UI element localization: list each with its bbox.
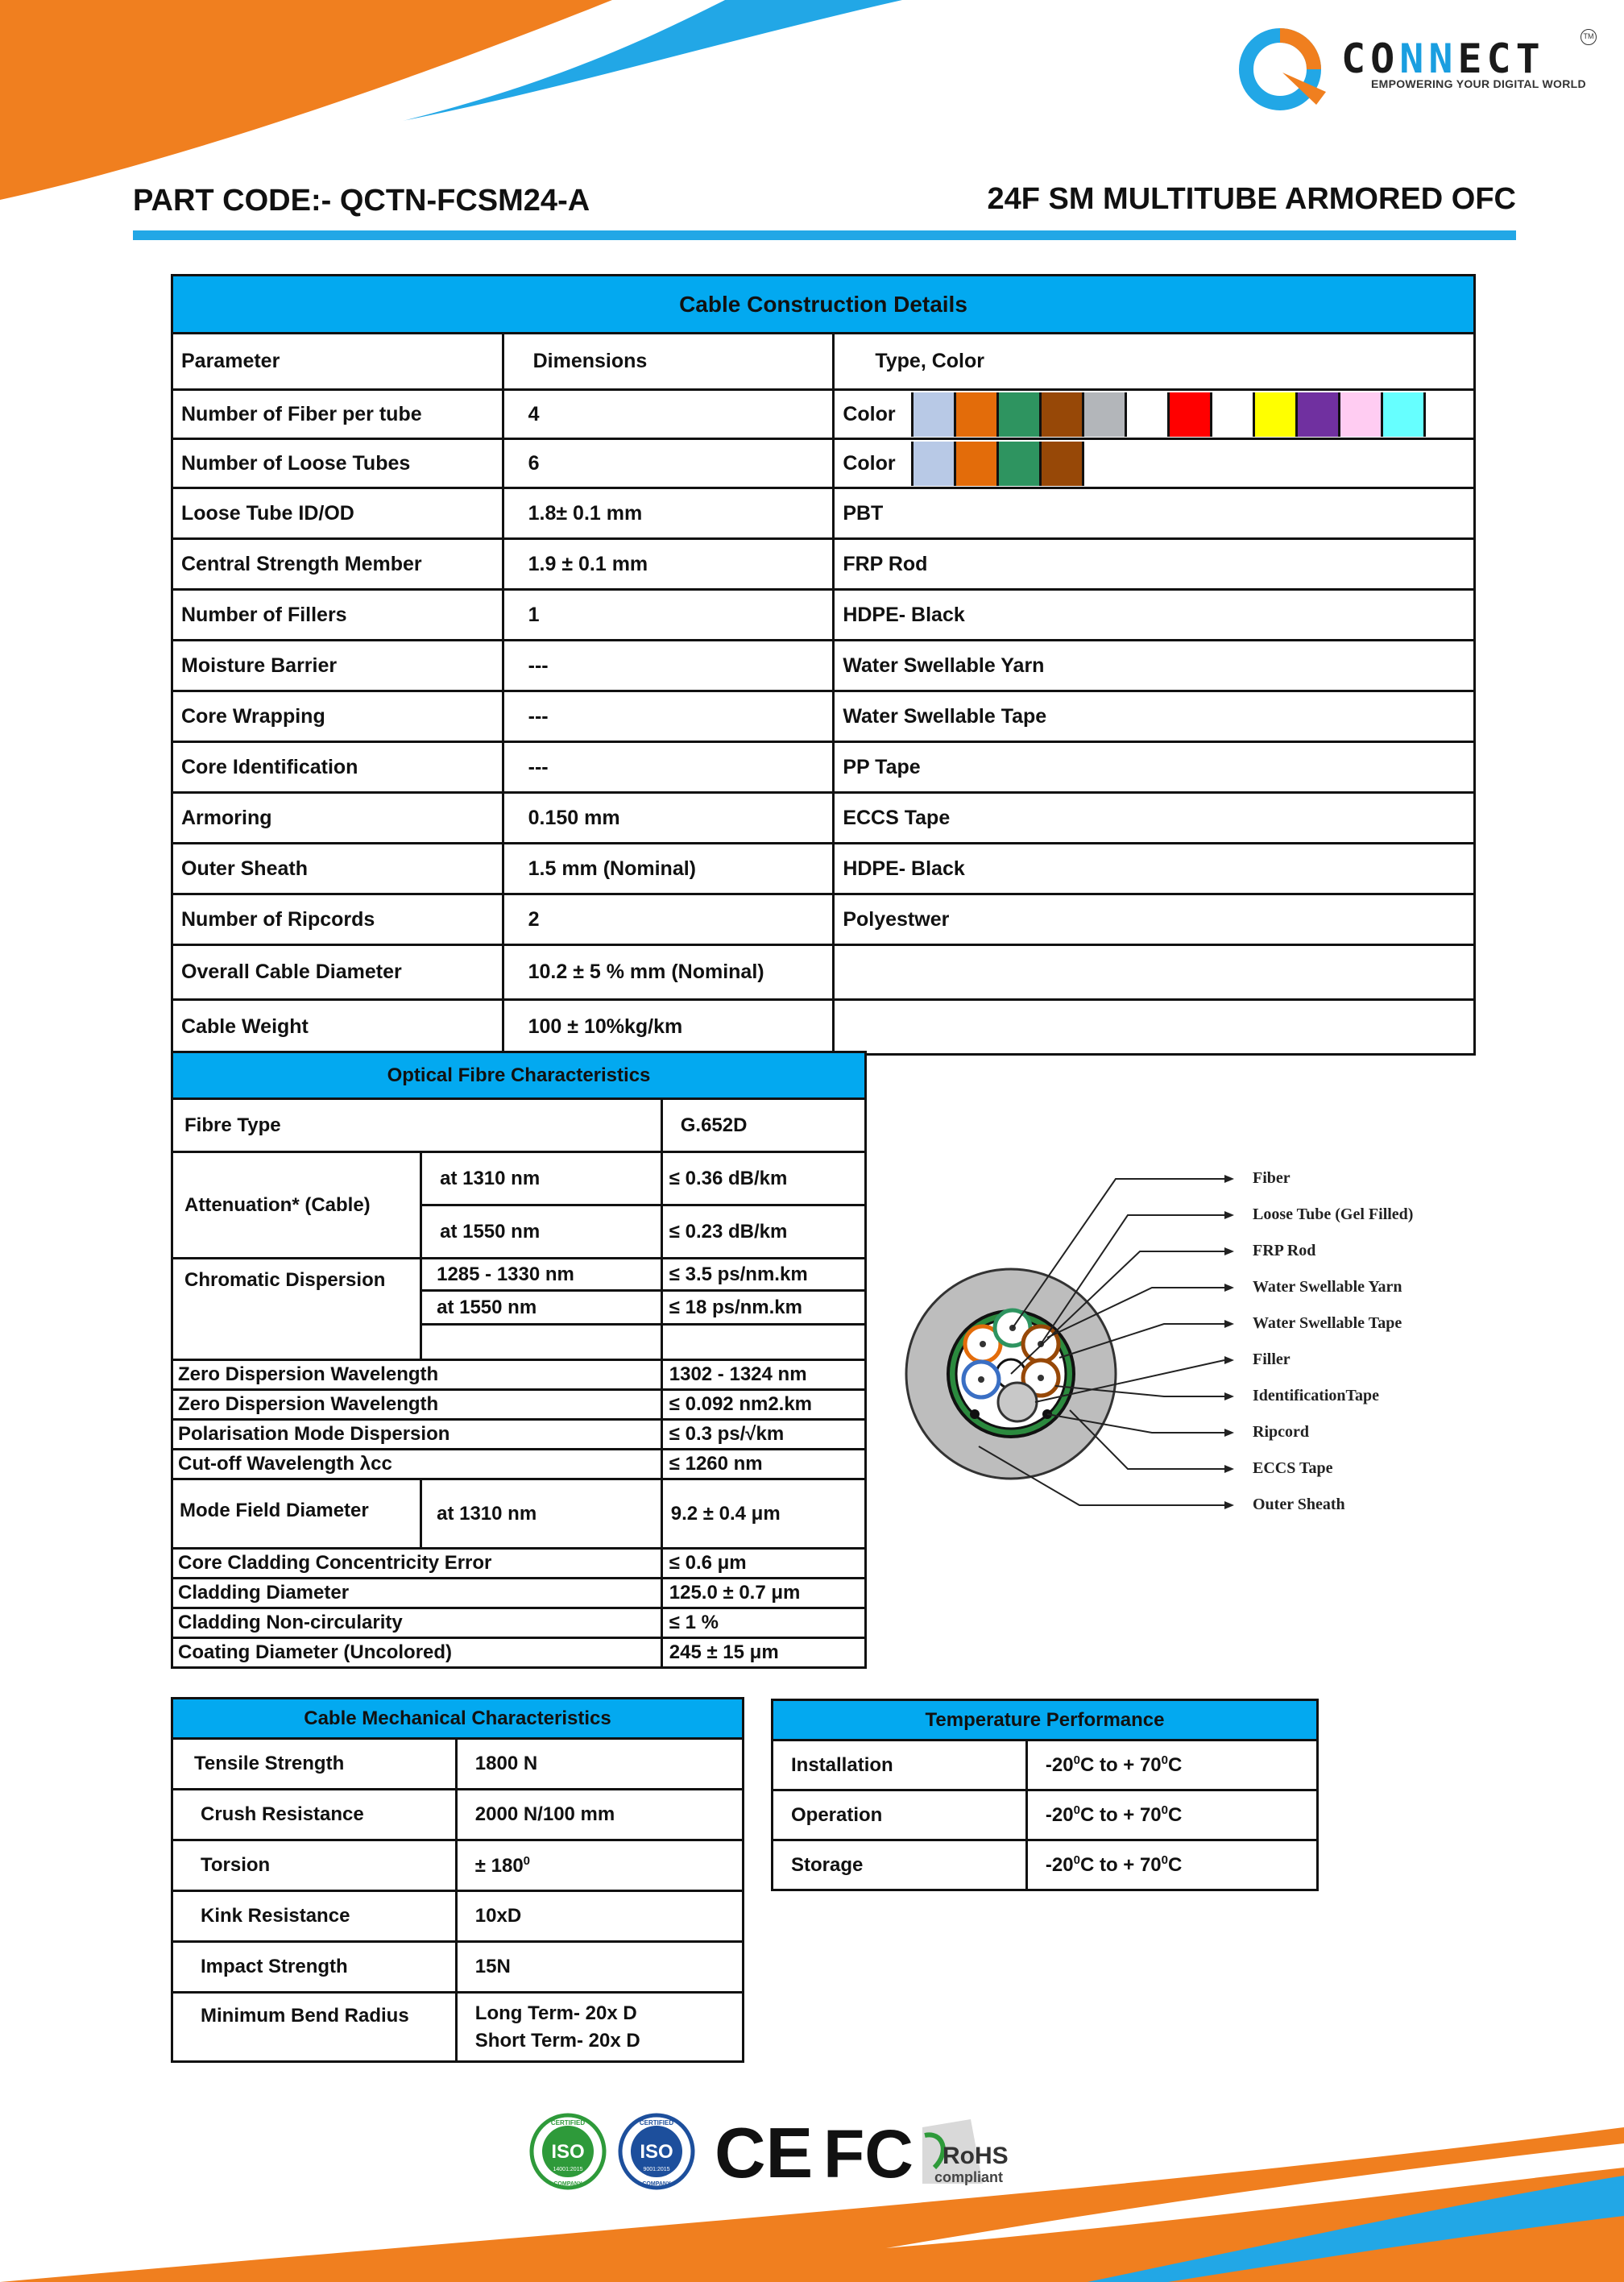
dimension-cell: --- (503, 691, 834, 742)
attenuation-label: Attenuation* (Cable) (172, 1152, 421, 1259)
table-row (172, 742, 1475, 793)
header-type-color: Type, Color (834, 334, 1475, 390)
fiber-color-swatches (835, 392, 1473, 437)
mech-value (456, 1891, 743, 1942)
table-row (172, 1259, 866, 1291)
temperature-rows (773, 1741, 1318, 1890)
temp-value (1026, 1741, 1317, 1790)
dimension-cell: 1 (503, 590, 834, 641)
mfd-label: Mode Field Diameter (172, 1479, 421, 1549)
mech-label: Torsion (172, 1840, 457, 1891)
optical-value: 245 ± 15 μm (661, 1638, 865, 1668)
temp-label: Installation (773, 1741, 1027, 1790)
color-swatch (1340, 392, 1383, 437)
type-cell: PP Tape (834, 742, 1475, 793)
type-cell: HDPE- Black (834, 844, 1475, 894)
color-swatch (1042, 442, 1084, 486)
dimension-cell: 0.150 mm (503, 793, 834, 844)
mech-value-text: 10xD (474, 1905, 522, 1927)
dispersion-label: Chromatic Dispersion (172, 1259, 421, 1360)
bend-value (456, 1993, 743, 2062)
optical-value: 125.0 ± 0.7 μm (661, 1579, 865, 1608)
dimension-cell: 100 ± 10%kg/km (503, 1000, 834, 1055)
mech-label: Crush Resistance (172, 1790, 457, 1840)
attenuation-cond: at 1550 nm (421, 1205, 662, 1259)
mech-value-text: 2000 N/100 mm (474, 1803, 615, 1825)
tube-color-swatches (835, 442, 1473, 486)
color-swatch (1042, 392, 1084, 437)
header-decoration (0, 0, 1624, 210)
diagram-label: Filler (1253, 1351, 1290, 1368)
fcc-mark-icon: FC (823, 2116, 914, 2192)
mech-label: Tensile Strength (172, 1739, 457, 1790)
table-header-row (172, 334, 1475, 390)
brand-tagline: EMPOWERING YOUR DIGITAL WORLD (1371, 77, 1586, 90)
color-swatch (1383, 392, 1426, 437)
color-swatch (1298, 392, 1340, 437)
part-code: PART CODE:- QCTN-FCSM24-A (133, 184, 590, 218)
dispersion-cond: 1285 - 1330 nm (421, 1259, 662, 1291)
table-title: Cable Construction Details (172, 276, 1475, 334)
temp-label: Storage (773, 1840, 1027, 1890)
svg-text:COMPANY: COMPANY (642, 2181, 671, 2187)
type-cell: ECCS Tape (834, 793, 1475, 844)
dimension-cell: --- (503, 742, 834, 793)
dispersion-value: ≤ 18 ps/nm.km (661, 1291, 865, 1325)
table-row (172, 1390, 866, 1420)
degree-symbol: 0 (523, 1853, 531, 1868)
temp-label: Operation (773, 1790, 1027, 1840)
param-cell: Number of Fillers (172, 590, 503, 641)
diagram-label: FRP Rod (1253, 1242, 1316, 1259)
empty-cell (421, 1325, 662, 1360)
svg-text:14001:2015: 14001:2015 (553, 2167, 583, 2172)
optical-label: Zero Dispersion Wavelength (172, 1390, 662, 1420)
param-cell: Central Strength Member (172, 539, 503, 590)
table-row (172, 1608, 866, 1638)
table-row (172, 1942, 744, 1993)
mech-value (456, 1739, 743, 1790)
mech-value (456, 1840, 743, 1891)
optical-label: Cladding Diameter (172, 1579, 662, 1608)
iso-9001-icon (620, 2115, 693, 2188)
type-cell: HDPE- Black (834, 590, 1475, 641)
table-row (172, 1840, 744, 1891)
degree-symbol: 0 (1073, 1753, 1080, 1767)
color-label: Color (835, 442, 914, 486)
type-cell: FRP Rod (834, 539, 1475, 590)
diagram-label: Ripcord (1253, 1423, 1309, 1441)
construction-rows (172, 488, 1475, 1055)
mechanical-characteristics-table (171, 1697, 744, 2063)
table-row (172, 1638, 866, 1668)
optical-label: Cut-off Wavelength λcc (172, 1450, 662, 1479)
color-swatch (956, 442, 999, 486)
param-cell: Number of Fiber per tube (172, 390, 503, 439)
table-row (172, 390, 1475, 439)
title-rule (133, 230, 1516, 240)
param-cell: Moisture Barrier (172, 641, 503, 691)
temperature-performance-table (771, 1699, 1319, 1891)
diagram-label: Outer Sheath (1253, 1496, 1345, 1513)
diagram-label: Fiber (1253, 1169, 1290, 1187)
color-swatch (1084, 392, 1127, 437)
param-cell: Outer Sheath (172, 844, 503, 894)
temp-to: C to + 70 (1079, 1804, 1162, 1826)
color-swatch (956, 392, 999, 437)
degree-symbol: 0 (1161, 1753, 1168, 1767)
iso-14001-icon (532, 2115, 604, 2188)
param-cell: Number of Loose Tubes (172, 439, 503, 488)
table-title: Temperature Performance (773, 1700, 1318, 1741)
attenuation-value: ≤ 0.36 dB/km (661, 1152, 865, 1205)
optical-label: Polarisation Mode Dispersion (172, 1420, 662, 1450)
param-cell: Number of Ripcords (172, 894, 503, 945)
degree-symbol: 0 (1161, 1803, 1168, 1817)
param-cell: Loose Tube ID/OD (172, 488, 503, 539)
optical-value: ≤ 0.6 μm (661, 1549, 865, 1579)
cable-cross-section-diagram (886, 1144, 1547, 1563)
table-row (773, 1790, 1318, 1840)
table-row (172, 945, 1475, 1000)
table-row (172, 691, 1475, 742)
svg-text:CERTIFIED: CERTIFIED (550, 2119, 586, 2126)
mech-value (456, 1942, 743, 1993)
dimension-cell: 2 (503, 894, 834, 945)
mech-value (456, 1790, 743, 1840)
param-cell: Core Identification (172, 742, 503, 793)
fiber-color-cell (834, 390, 1475, 439)
table-row (172, 1993, 744, 2062)
optical-label: Cladding Non-circularity (172, 1608, 662, 1638)
dimension-cell: --- (503, 641, 834, 691)
dispersion-value: ≤ 3.5 ps/nm.km (661, 1259, 865, 1291)
table-row (172, 539, 1475, 590)
param-cell: Overall Cable Diameter (172, 945, 503, 1000)
dimension-cell: 6 (503, 439, 834, 488)
bend-long: Long Term- 20x D (474, 2002, 637, 2024)
table-title: Cable Mechanical Characteristics (172, 1699, 744, 1739)
empty-cell (661, 1325, 865, 1360)
dimension-cell: 1.8± 0.1 mm (503, 488, 834, 539)
mechanical-rows (172, 1739, 744, 1993)
optical-label: Zero Dispersion Wavelength (172, 1360, 662, 1390)
diagram-label: IdentificationTape (1253, 1387, 1380, 1404)
temp-unit: C (1168, 1854, 1183, 1876)
brand-name: CONNECT (1341, 35, 1545, 82)
color-swatch (1170, 392, 1212, 437)
mech-label: Impact Strength (172, 1942, 457, 1993)
table-row (773, 1741, 1318, 1790)
type-cell (834, 945, 1475, 1000)
mfd-cond: at 1310 nm (421, 1479, 662, 1549)
optical-value: ≤ 0.3 ps/√km (661, 1420, 865, 1450)
table-row (172, 641, 1475, 691)
type-cell: Water Swellable Yarn (834, 641, 1475, 691)
table-row (172, 590, 1475, 641)
tube-color-cell (834, 439, 1475, 488)
optical-value: ≤ 1260 nm (661, 1450, 865, 1479)
table-row (172, 488, 1475, 539)
temp-to: C to + 70 (1079, 1854, 1162, 1876)
optical-label: Core Cladding Concentricity Error (172, 1549, 662, 1579)
dimension-cell: 1.5 mm (Nominal) (503, 844, 834, 894)
ce-mark-icon: CE (715, 2113, 814, 2192)
type-cell (834, 1000, 1475, 1055)
table-row (172, 1450, 866, 1479)
q-logo-icon (1236, 24, 1340, 114)
certification-logos (524, 2111, 1031, 2192)
color-swatch (1127, 392, 1170, 437)
color-swatch (1212, 392, 1255, 437)
param-cell: Armoring (172, 793, 503, 844)
table-row (172, 793, 1475, 844)
header-dimensions: Dimensions (503, 334, 834, 390)
type-cell: PBT (834, 488, 1475, 539)
optical-value: ≤ 0.092 nm2.km (661, 1390, 865, 1420)
svg-text:RoHS: RoHS (942, 2143, 1009, 2169)
degree-symbol: 0 (1073, 1853, 1080, 1867)
svg-text:CERTIFIED: CERTIFIED (639, 2119, 674, 2126)
svg-text:compliant: compliant (934, 2169, 1004, 2185)
temp-from: -20 (1045, 1804, 1074, 1826)
temp-value (1026, 1840, 1317, 1890)
fibre-type-value: G.652D (661, 1099, 865, 1152)
header-parameter: Parameter (172, 334, 503, 390)
bend-label: Minimum Bend Radius (172, 1993, 457, 2062)
svg-text:COMPANY: COMPANY (553, 2181, 582, 2187)
color-swatch (1255, 392, 1298, 437)
dimension-cell: 4 (503, 390, 834, 439)
degree-symbol: 0 (1161, 1853, 1168, 1867)
color-swatch (999, 442, 1042, 486)
table-row (172, 1479, 866, 1549)
table-row (172, 1420, 866, 1450)
table-row (172, 1360, 866, 1390)
temp-from: -20 (1045, 1854, 1074, 1876)
diagram-label: Loose Tube (Gel Filled) (1253, 1205, 1414, 1223)
table-row (172, 1579, 866, 1608)
temp-from: -20 (1045, 1754, 1074, 1776)
degree-symbol: 0 (1073, 1803, 1080, 1817)
temp-unit: C (1168, 1804, 1183, 1826)
color-swatch (914, 442, 956, 486)
svg-text:ISO: ISO (640, 2141, 673, 2163)
mech-value-text: 1800 N (474, 1753, 538, 1774)
bend-short: Short Term- 20x D (474, 2029, 640, 2052)
attenuation-value: ≤ 0.23 dB/km (661, 1205, 865, 1259)
table-row (172, 439, 1475, 488)
diagram-label: ECCS Tape (1253, 1459, 1333, 1477)
mech-value-text: ± 180 (474, 1854, 524, 1877)
mech-label: Kink Resistance (172, 1891, 457, 1942)
temp-value (1026, 1790, 1317, 1840)
dispersion-cond: at 1550 nm (421, 1291, 662, 1325)
attenuation-cond: at 1310 nm (421, 1152, 662, 1205)
table-row (172, 844, 1475, 894)
table-row (172, 1790, 744, 1840)
table-row (172, 1549, 866, 1579)
optical-value: ≤ 1 % (661, 1608, 865, 1638)
color-label: Color (835, 392, 914, 437)
fibre-type-label: Fibre Type (172, 1099, 662, 1152)
table-row (172, 1152, 866, 1205)
trademark-symbol: TM (1580, 29, 1597, 45)
table-row (773, 1840, 1318, 1890)
dimension-cell: 10.2 ± 5 % mm (Nominal) (503, 945, 834, 1000)
mech-value-text: 15N (474, 1956, 511, 1977)
cable-construction-table (171, 274, 1476, 1056)
param-cell: Core Wrapping (172, 691, 503, 742)
param-cell: Cable Weight (172, 1000, 503, 1055)
table-row (172, 1099, 866, 1152)
type-cell: Polyestwer (834, 894, 1475, 945)
optical-value: 1302 - 1324 nm (661, 1360, 865, 1390)
color-swatch (914, 392, 956, 437)
mfd-value: 9.2 ± 0.4 μm (661, 1479, 865, 1549)
table-row (172, 1000, 1475, 1055)
product-title: 24F SM MULTITUBE ARMORED OFC (987, 182, 1516, 216)
table-title: Optical Fibre Characteristics (172, 1052, 866, 1099)
rohs-compliant-icon (922, 2119, 1009, 2185)
diagram-label: Water Swellable Tape (1253, 1314, 1402, 1332)
temp-to: C to + 70 (1079, 1754, 1162, 1776)
table-row (172, 1739, 744, 1790)
svg-text:9001:2015: 9001:2015 (643, 2167, 670, 2172)
svg-text:ISO: ISO (551, 2141, 585, 2163)
diagram-label: Water Swellable Yarn (1253, 1278, 1402, 1296)
optical-rows-a (172, 1360, 866, 1479)
table-row (172, 1891, 744, 1942)
color-swatch (999, 392, 1042, 437)
type-cell: Water Swellable Tape (834, 691, 1475, 742)
optical-label: Coating Diameter (Uncolored) (172, 1638, 662, 1668)
dimension-cell: 1.9 ± 0.1 mm (503, 539, 834, 590)
table-row (172, 894, 1475, 945)
temp-unit: C (1168, 1754, 1183, 1776)
optical-fibre-table (171, 1051, 867, 1669)
optical-rows-b (172, 1549, 866, 1668)
